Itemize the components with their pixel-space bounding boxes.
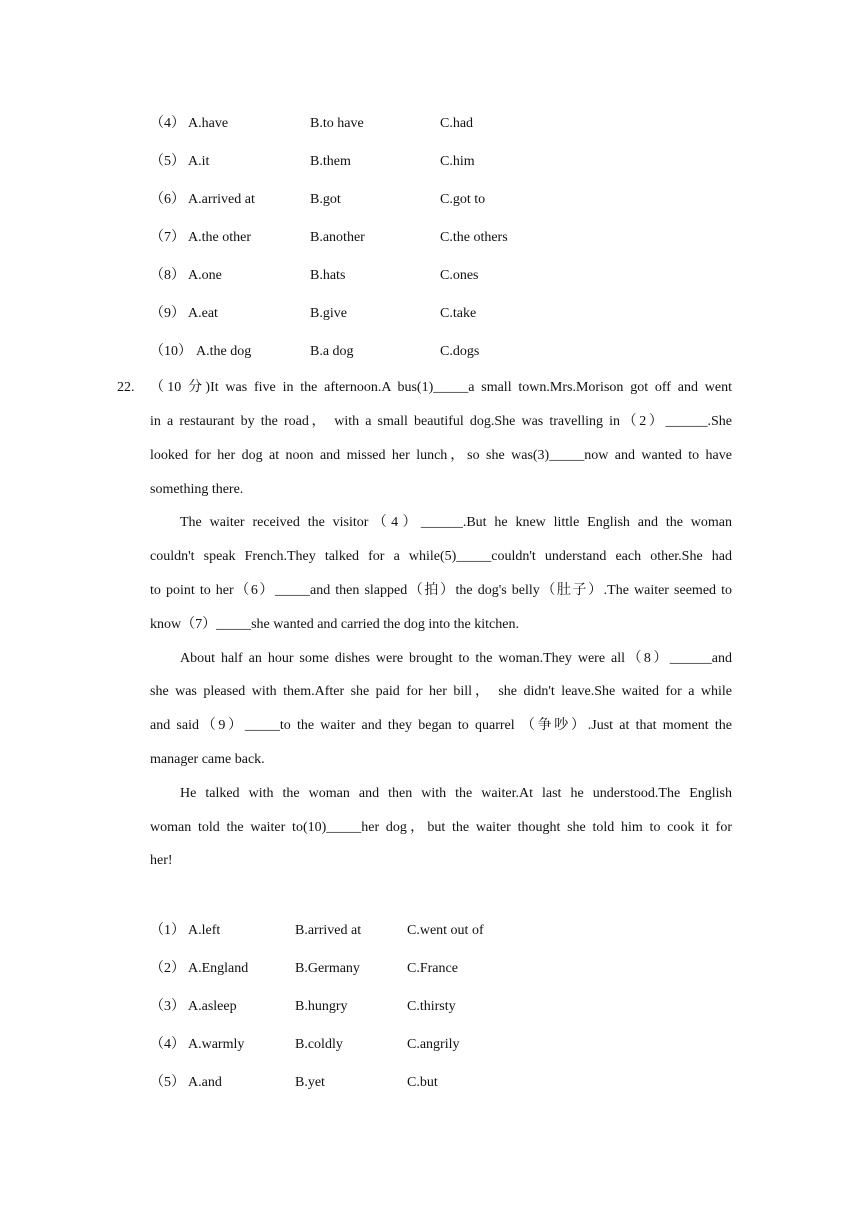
question-number: 22.: [117, 380, 135, 395]
passage-line: （10 分)It was five in the afternoon.A bus(1)_____a small town.Mrs.Morison got off and went: [150, 380, 732, 395]
option-row: [150, 304, 650, 324]
option-number: （9）: [150, 306, 185, 321]
passage-line: The waiter received the visitor（4）______.But he knew little English and the woman: [180, 515, 732, 530]
passage-line: to point to her（6）_____and then slapped（拍）the dog's belly（肚子）.The waiter seemed to: [150, 583, 732, 598]
option-number: （4）: [150, 1037, 185, 1052]
passage-line: manager came back.: [150, 752, 265, 767]
option-b: B.hungry: [295, 999, 348, 1014]
passage-line: something there.: [150, 482, 244, 497]
passage-line: and said（9）_____to the waiter and they began to quarrel （争吵）.Just at that moment the: [150, 718, 732, 733]
option-a: A.and: [188, 1075, 222, 1090]
option-c: C.the others: [440, 230, 508, 245]
option-b: B.hats: [310, 268, 346, 283]
option-row: [150, 1073, 650, 1093]
option-number: （10）: [150, 344, 192, 359]
option-c: C.ones: [440, 268, 479, 283]
passage-line: in a restaurant by the road， with a small beautiful dog.She was travelling in（2）______.She: [150, 414, 732, 429]
passage-line: woman told the waiter to(10)_____her dog，but the waiter thought she told him to cook it for: [150, 820, 732, 835]
option-row: [150, 997, 650, 1017]
option-a: A.arrived at: [188, 192, 255, 207]
option-c: C.but: [407, 1075, 438, 1090]
option-number: （8）: [150, 268, 185, 283]
option-number: （3）: [150, 999, 185, 1014]
option-c: C.take: [440, 306, 477, 321]
option-number: （2）: [150, 961, 185, 976]
option-row: [150, 114, 650, 134]
option-b: B.give: [310, 306, 347, 321]
option-c: C.angrily: [407, 1037, 460, 1052]
option-a: A.the other: [188, 230, 251, 245]
option-row: [150, 1035, 650, 1055]
passage-line: About half an hour some dishes were brought to the woman.They were all（8）______and: [180, 651, 732, 666]
option-row: [150, 959, 650, 979]
option-number: （7）: [150, 230, 185, 245]
option-number: （4）: [150, 116, 185, 131]
option-a: A.warmly: [188, 1037, 245, 1052]
option-b: B.coldly: [295, 1037, 343, 1052]
option-number: （6）: [150, 192, 185, 207]
option-row: [150, 266, 650, 286]
option-b: B.got: [310, 192, 341, 207]
option-row: [150, 342, 650, 362]
passage-line: her!: [150, 853, 173, 868]
option-number: （5）: [150, 1075, 185, 1090]
option-row: [150, 921, 650, 941]
option-b: B.Germany: [295, 961, 360, 976]
option-row: [150, 190, 650, 210]
option-a: A.eat: [188, 306, 218, 321]
passage-line: couldn't speak French.They talked for a while(5)_____couldn't understand each other.She had: [150, 549, 732, 564]
option-b: B.a dog: [310, 344, 354, 359]
option-b: B.to have: [310, 116, 364, 131]
passage-line: know（7）_____she wanted and carried the dog into the kitchen.: [150, 617, 519, 632]
option-a: A.England: [188, 961, 249, 976]
option-a: A.asleep: [188, 999, 237, 1014]
option-a: A.one: [188, 268, 222, 283]
option-c: C.France: [407, 961, 458, 976]
option-c: C.him: [440, 154, 475, 169]
option-a: A.the dog: [196, 344, 252, 359]
option-number: （1）: [150, 923, 185, 938]
option-number: （5）: [150, 154, 185, 169]
option-b: B.arrived at: [295, 923, 362, 938]
option-b: B.yet: [295, 1075, 325, 1090]
option-c: C.dogs: [440, 344, 480, 359]
option-b: B.another: [310, 230, 365, 245]
option-a: A.left: [188, 923, 221, 938]
option-c: C.thirsty: [407, 999, 456, 1014]
passage-line: looked for her dog at noon and missed her lunch，so she was(3)_____now and wanted to have: [150, 448, 732, 463]
option-a: A.it: [188, 154, 210, 169]
option-c: C.got to: [440, 192, 486, 207]
option-c: C.went out of: [407, 923, 484, 938]
option-a: A.have: [188, 116, 229, 131]
option-row: [150, 152, 650, 172]
passage-line: she was pleased with them.After she paid for her bill， she didn't leave.She waited for a while: [150, 684, 732, 699]
option-c: C.had: [440, 116, 474, 131]
option-b: B.them: [310, 154, 351, 169]
option-row: [150, 228, 650, 248]
passage-line: He talked with the woman and then with the waiter.At last he understood.The English: [180, 786, 732, 801]
